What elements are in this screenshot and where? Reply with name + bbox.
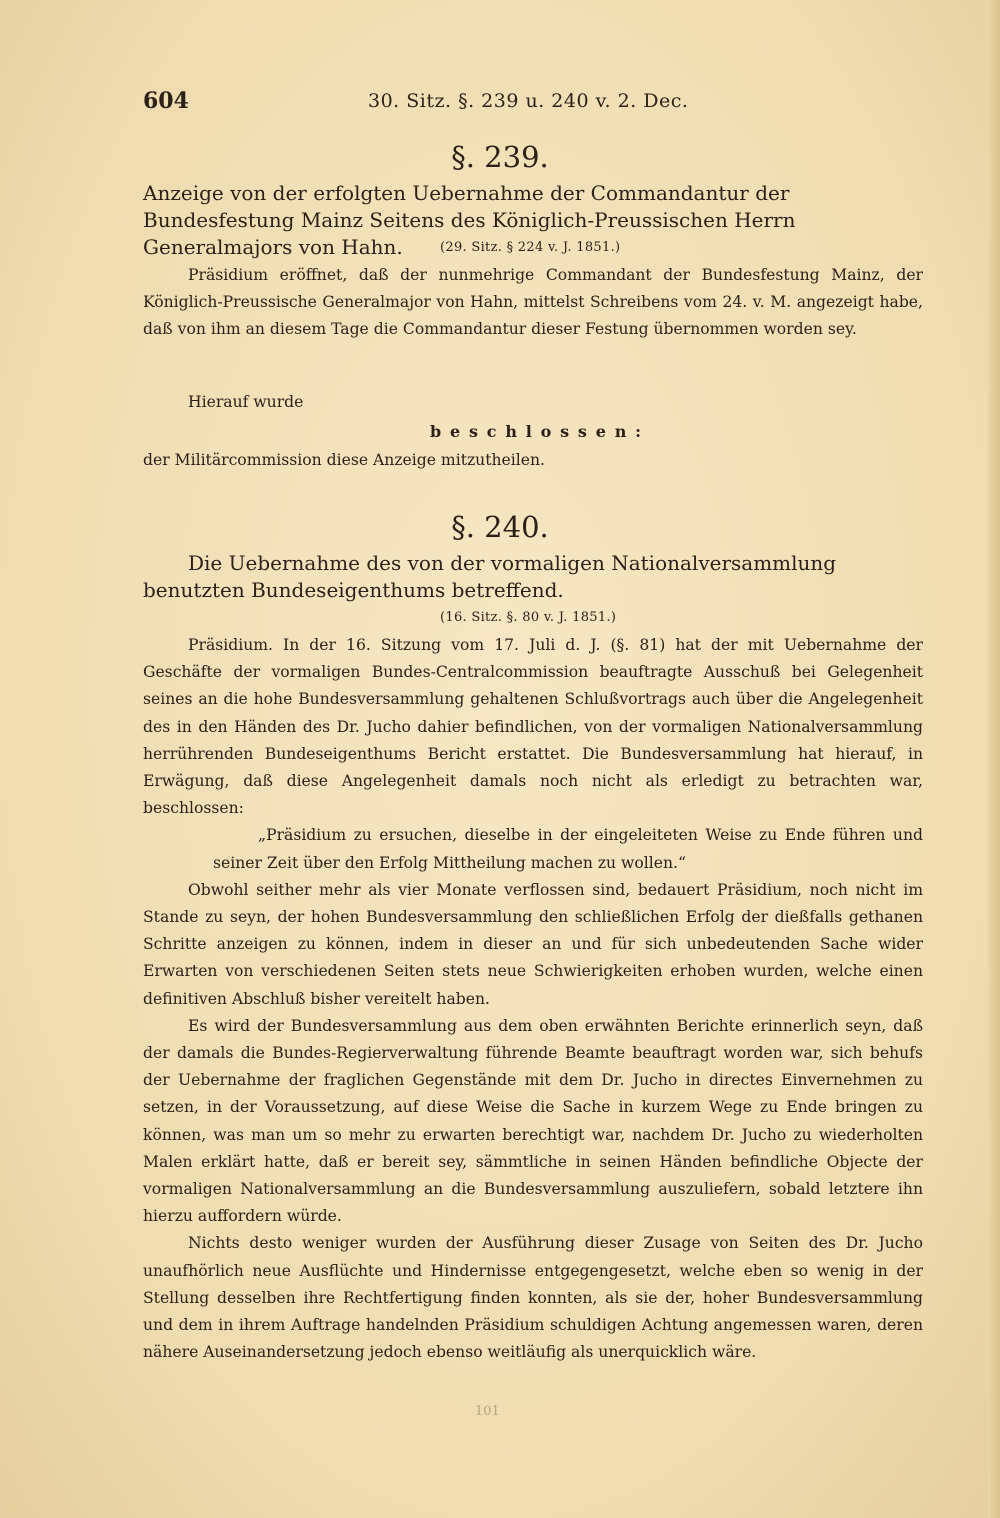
section-239-heading: §. 239. bbox=[451, 140, 549, 174]
section-239-reference: (29. Sitz. § 224 v. J. 1851.) bbox=[440, 240, 621, 255]
section-240-reference: (16. Sitz. §. 80 v. J. 1851.) bbox=[440, 610, 617, 625]
running-head: 30. Sitz. §. 239 u. 240 v. 2. Dec. bbox=[368, 90, 689, 112]
section-240-paragraph-3: Es wird der Bundesversammlung aus dem oben erwähnten Berichte erinnerlich seyn, daß der damals die Bundes-Regierverwaltung führende Beamte beauftragt worden war, sich behufs der Uebernahme der fraglichen Gegenstände mit dem Dr. Jucho in directes Einvernehmen zu setzen, in der Voraussetzung, auf diese Weise die Sache in kurzem Wege zu Ende bringen zu können, was man um so mehr zu erwarten berechtigt war, nachdem Dr. Jucho zu wiederholten Malen erklärt hatte, daß er bereit sey, sämmtliche in seinen Händen befindliche Objecte der vormaligen Nationalversammlung an die Bundesversammlung auszuliefern, sobald letztere ihn hierzu auffordern würde. bbox=[143, 1016, 923, 1226]
section-240-heading: §. 240. bbox=[451, 510, 549, 544]
page-header bbox=[143, 88, 933, 118]
section-239-title: Anzeige von der erfolgten Uebernahme der Commandantur der Bundesfestung Mainz Seitens des Königlich-Preussischen Herrn Generalmajors von Hahn. bbox=[143, 181, 796, 259]
section-240-body bbox=[143, 632, 923, 1366]
page-edge bbox=[988, 0, 1000, 1518]
decision-line: der Militärcommission diese Anzeige mitzutheilen. bbox=[143, 451, 545, 469]
footer-mark: 101 bbox=[475, 1404, 500, 1419]
section-240-paragraph-4: Nichts desto weniger wurden der Ausführung dieser Zusage von Seiten des Dr. Jucho unaufhörlich neue Ausflüchte und Hindernisse entgegengesetzt, welche eben so wenig in der Stellung desselben ihre Rechtfertigung finden konnten, als sie der, hoher Bundesversammlung und dem in ihrem Auftrage handelnden Präsidium schuldigen Achtung angemessen waren, deren nähere Auseinandersetzung jedoch ebenso weitläufig als unerquicklich wäre. bbox=[143, 1234, 923, 1362]
page-number: 604 bbox=[143, 88, 189, 114]
section-240-quote: „Präsidium zu ersuchen, dieselbe in der eingeleiteten Weise zu Ende führen und seiner Zeit über den Erfolg Mittheilung machen zu wollen.“ bbox=[213, 826, 923, 872]
section-240-paragraph-2: Obwohl seither mehr als vier Monate verflossen sind, bedauert Präsidium, noch nicht im Stande zu seyn, der hohen Bundesversammlung den schließlichen Erfolg der dießfalls gethanen Schritte anzeigen zu können, indem in dieser an und für sich unbedeutenden Sache wider Erwarten von verschiedenen Seiten stets neue Schwierigkeiten erhoben wurden, welche einen definitiven Abschluß bisher vereitelt haben. bbox=[143, 880, 923, 1008]
section-239-body bbox=[143, 262, 923, 344]
hierauf-line: Hierauf wurde bbox=[188, 393, 304, 411]
section-240-paragraph-1: Präsidium. In der 16. Sitzung vom 17. Juli d. J. (§. 81) hat der mit Uebernahme der Geschäfte der vormaligen Bundes-Centralcommission beauftragte Ausschuß bei Gelegenheit seines an die hohe Bundesversammlung gehaltenen Schlußvortrags auch über die Angelegenheit des in den Händen des Dr. Jucho dahier befindlichen, von der vormaligen Nationalversammlung herrührenden Bundeseigenthums Bericht erstattet. Die Bundesversammlung hat hierauf, in Erwägung, daß diese Angelegenheit damals noch nicht als erledigt zu betrachten war, beschlossen: bbox=[143, 636, 923, 818]
section-239-paragraph: Präsidium eröffnet, daß der nunmehrige Commandant der Bundesfestung Mainz, der Königlich-Preussische Generalmajor von Hahn, mittelst Schreibens vom 24. v. M. angezeigt habe, daß von ihm an diesem Tage die Commandantur dieser Festung übernommen worden sey. bbox=[143, 266, 923, 339]
section-240-title: Die Uebernahme des von der vormaligen Nationalversammlung benutzten Bundeseigenthums betreffend. bbox=[143, 551, 837, 602]
resolved-label: beschlossen: bbox=[430, 422, 650, 441]
